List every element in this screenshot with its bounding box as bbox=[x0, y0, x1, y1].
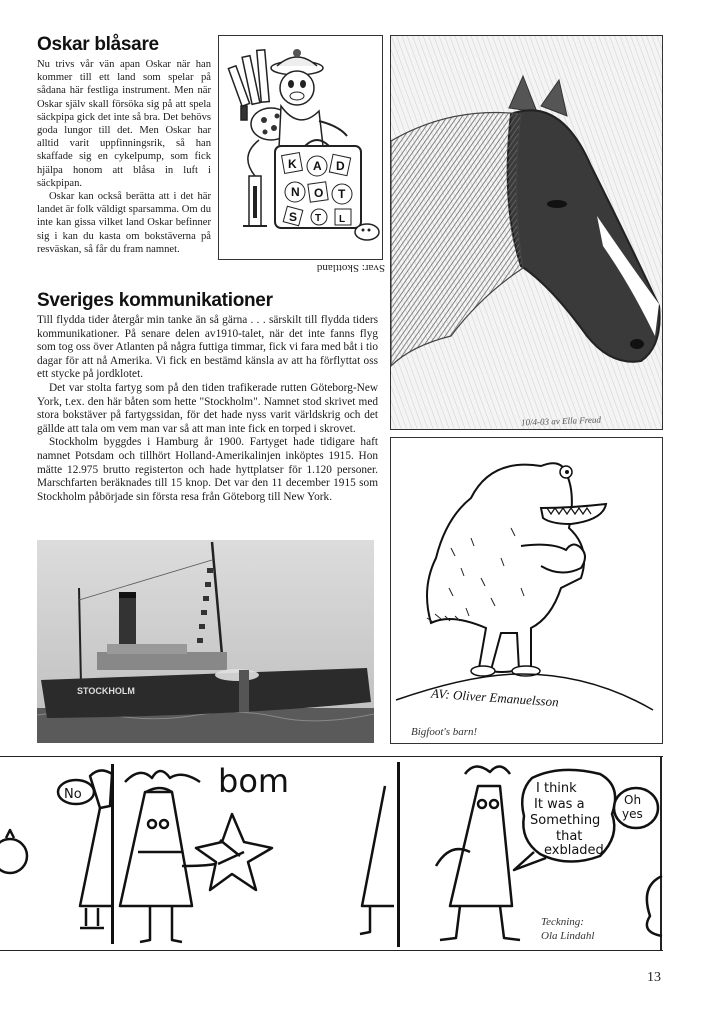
article-body bbox=[37, 58, 211, 256]
horse-signature: 10/4-03 av Ella Freud bbox=[520, 414, 602, 428]
comic-speech-small: yes bbox=[622, 807, 643, 821]
suitcase-letter: T bbox=[338, 187, 346, 201]
suitcase-letter: O bbox=[314, 186, 324, 200]
bigfoot-signature: AV: Oliver Emanuelsson bbox=[430, 685, 560, 710]
comic-speech-line: I think bbox=[536, 781, 577, 796]
answer-upside-down: Svar: Skottland bbox=[316, 262, 385, 274]
comic-credit-label: Teckning: bbox=[541, 916, 584, 928]
comic-bubble-no: No bbox=[64, 787, 82, 802]
horse-drawing bbox=[390, 35, 663, 430]
article-kommunikationer bbox=[37, 290, 378, 504]
comic-speech-line: that bbox=[556, 829, 583, 844]
suitcase-letter: S bbox=[289, 210, 298, 224]
paragraph: Nu trivs vår vän apan Oskar när han kommer till ett land som spelar på sådana här festliga instrument. Men när Oskar själv skall försöka sig på att spela säckpipa gick det inte så bra. Det behövs goda lungor till det. Men Oskar har alltid varit uppfinningsrik, så han skaffade sig en cykelpump, som fick hjälpa honom att blåsa in luft i säckpipan. bbox=[37, 59, 211, 189]
comic-sound-bom: bom bbox=[218, 762, 290, 800]
article-body bbox=[37, 314, 378, 504]
ship-photo bbox=[37, 540, 374, 743]
suitcase-letter: N bbox=[291, 185, 300, 199]
comic-speech-line: Something bbox=[530, 813, 601, 828]
bigfoot-drawing bbox=[390, 437, 663, 744]
suitcase-letter: K bbox=[288, 157, 297, 171]
paragraph: Oskar kan också berätta att i det här landet är folk väldigt sparsamma. Om du inte kan gissa vilket land Oskar befinner sig i kan du kasta om bokstäverna på resväskan, så får du fram namnet. bbox=[37, 191, 211, 255]
article-title: Sveriges kommunikationer bbox=[37, 290, 273, 311]
article-title: Oskar blåsare bbox=[37, 34, 159, 55]
comic-strip bbox=[0, 756, 663, 952]
bigfoot-caption: Bigfoot's barn! bbox=[411, 726, 478, 738]
paragraph: Det var stolta fartyg som på den tiden trafikerade rutten Göteborg-New York, t.ex. den här båten som hette "Stockholm". Namnet stod skrivet med stora bokstäver på fartygssidan, för det hade nyss varit världskrig och det gällde att tala om vem man var så att man inte fick en torped i skrovet. bbox=[37, 381, 378, 435]
page-number: 13 bbox=[647, 970, 661, 985]
comic-credit-name: Ola Lindahl bbox=[541, 930, 595, 942]
paragraph: Stockholm byggdes i Hamburg år 1900. Fartyget hade tidigare haft namnet Potsdam och tillhört Holland-Amerikalinjen inköptes 1915. Hon mätte 12.975 brutto registerton och hade hyttplatser för 1.120 personer. Marschfarten beräknades till 15 knop. Det var den 11 december 1915 som Stockholm påbörjade sin första resa från Göteborg till New York. bbox=[37, 436, 378, 503]
comic-speech-line: exbladed bbox=[544, 843, 604, 858]
comic-speech-line: It was a bbox=[534, 797, 585, 812]
paragraph: Till flydda tider återgår min tanke än så gärna . . . särskilt till flydda tiders kommunikationer. På senare delen av1910-talet, när det inte fanns flyg som tog oss över Atlanten på några futtiga timmar, fick vi fara med båt i tio dagar för att nå Amerika. Vi fick en bestämd känsla av att ha förflyttat oss ett stycke på jordklotet. bbox=[37, 314, 378, 381]
suitcase-letter: A bbox=[313, 159, 322, 173]
suitcase-letter: T bbox=[315, 213, 322, 224]
oskar-illustration bbox=[218, 35, 383, 260]
comic-speech-small: Oh bbox=[624, 793, 642, 807]
suitcase-letter: D bbox=[336, 159, 345, 173]
article-oskar bbox=[37, 34, 211, 256]
suitcase-letter: L bbox=[339, 214, 346, 225]
ship-hull-name: STOCKHOLM bbox=[77, 686, 135, 696]
